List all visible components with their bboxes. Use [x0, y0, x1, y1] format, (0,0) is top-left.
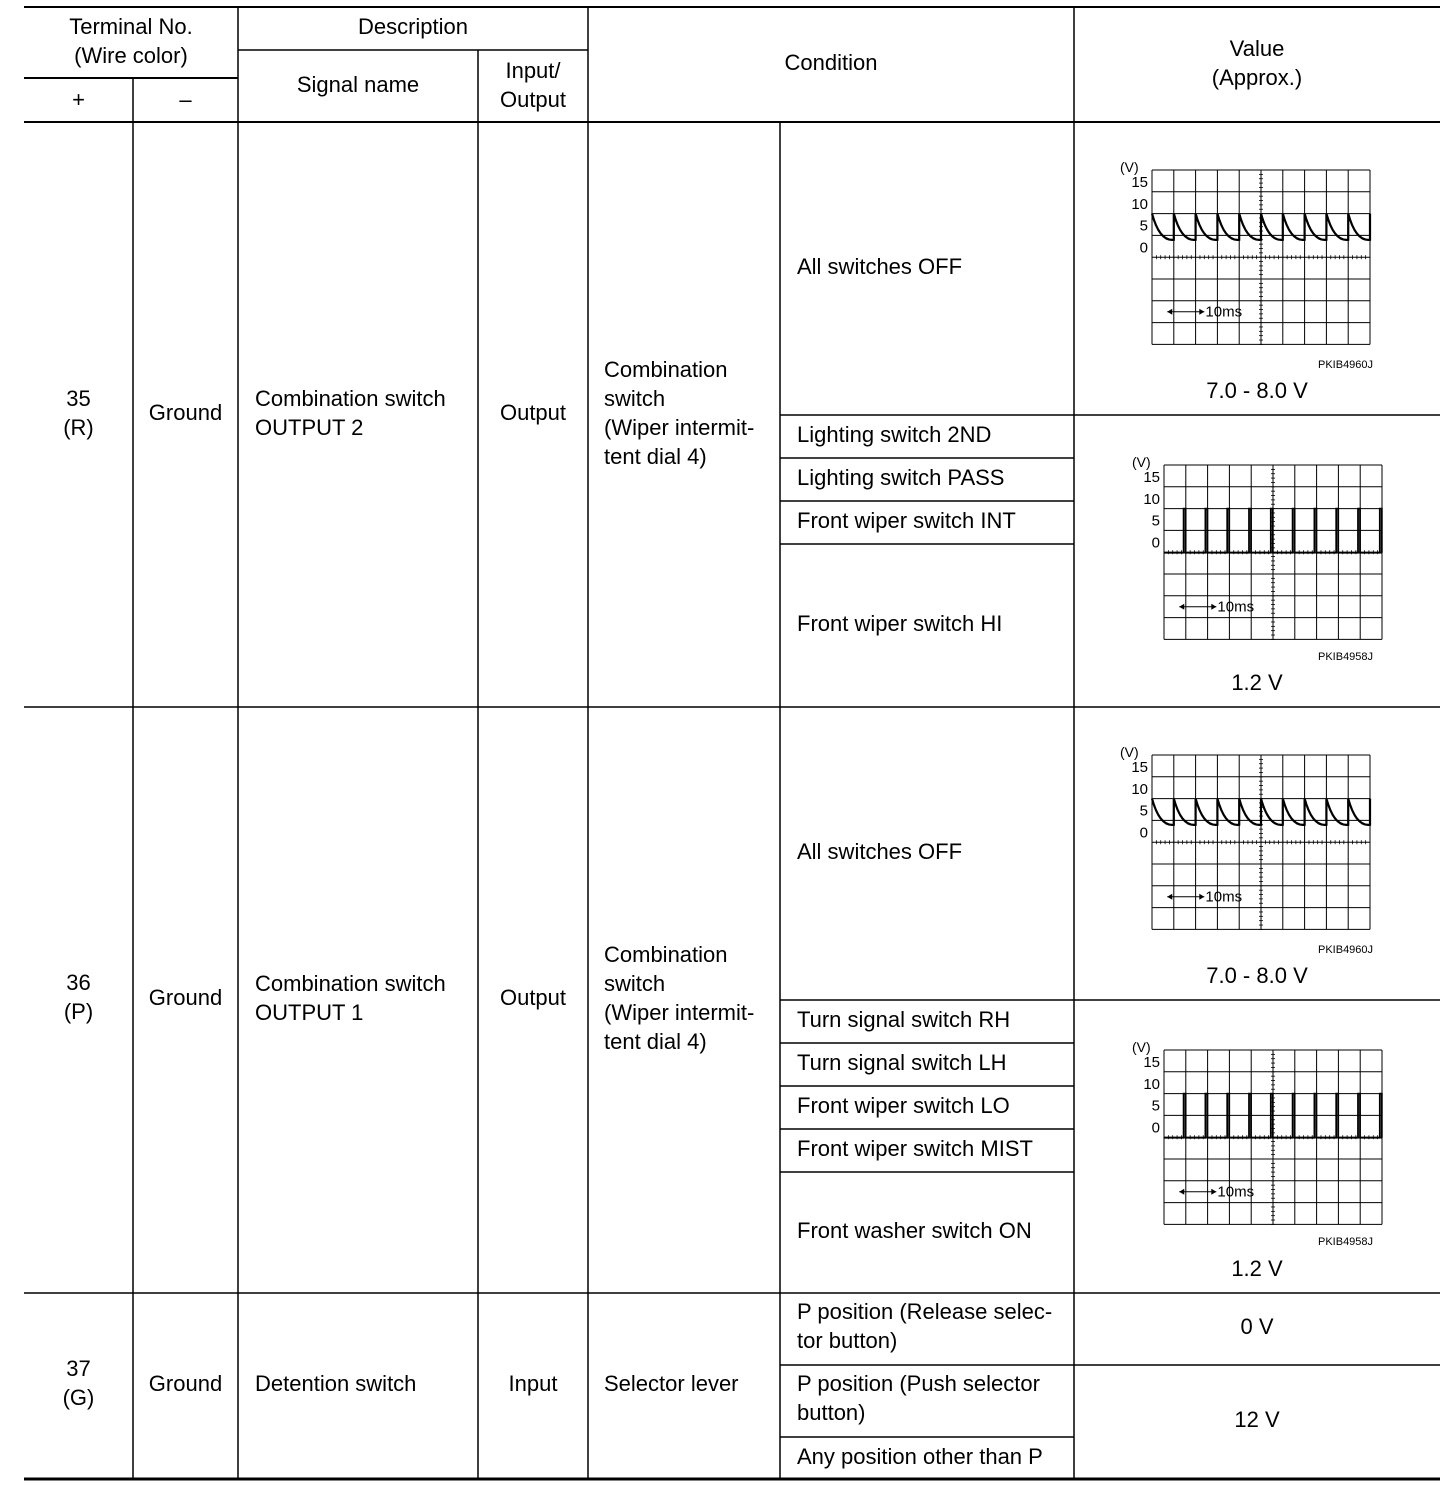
row37-value-1: 0 V	[1240, 1314, 1274, 1339]
scope-time-arrowhead	[1211, 1189, 1216, 1195]
row35-wire-color: (R)	[63, 415, 94, 440]
header-minus: –	[179, 87, 192, 112]
scope-unit-label: (V)	[1120, 744, 1139, 760]
scope-y-tick-label: 10	[1131, 780, 1148, 798]
scope-time-arrowhead	[1167, 894, 1172, 900]
scope-waveform	[1152, 799, 1370, 825]
row37-sub-other: Any position other than P	[797, 1444, 1043, 1469]
header-input-output-1: Input/	[505, 58, 561, 83]
scope-y-tick-label: 5	[1151, 512, 1160, 530]
oscilloscope-graphic	[1110, 155, 1410, 355]
row36-value-1: 7.0 - 8.0 V	[1206, 963, 1308, 988]
scope-time-label: 10ms	[1205, 888, 1243, 906]
row36-condition-2: switch	[604, 971, 666, 996]
oscilloscope-trace	[1122, 450, 1422, 650]
scope-y-tick-label: 10	[1143, 1075, 1160, 1093]
row37-terminal: 37	[66, 1356, 91, 1381]
row37-sub-p-release-1: P position (Release selec-	[797, 1299, 1053, 1324]
oscilloscope-graphic	[1110, 740, 1410, 940]
row36-signal-name-2: OUTPUT 1	[255, 1000, 364, 1025]
row35-signal-name-2: OUTPUT 2	[255, 415, 364, 440]
row35-value-2: 1.2 V	[1231, 670, 1283, 695]
row36-condition-4: tent dial 4)	[604, 1029, 707, 1054]
row36-sub-turn-lh: Turn signal switch LH	[797, 1050, 1007, 1075]
scope-time-label: 10ms	[1217, 598, 1255, 616]
row35-condition-2: switch	[604, 386, 666, 411]
row35-condition-1: Combination	[604, 357, 728, 382]
row37-value-2: 12 V	[1234, 1407, 1280, 1432]
scope-id-label: PKIB4960J	[1318, 944, 1374, 956]
row36-condition-3: (Wiper intermit-	[604, 1000, 755, 1025]
row36-minus: Ground	[148, 985, 223, 1010]
scope-y-tick-label: 10	[1143, 490, 1160, 508]
scope-time-arrowhead	[1179, 1189, 1184, 1195]
scope-time-arrowhead	[1167, 309, 1172, 315]
row37-signal-name: Detention switch	[255, 1371, 417, 1396]
scope-y-tick-label: 15	[1131, 758, 1148, 776]
header-value-1: Value	[1229, 36, 1285, 61]
row35-sub-wiper-int: Front wiper switch INT	[797, 508, 1016, 533]
oscilloscope-trace	[1122, 1035, 1422, 1235]
header-signal-name: Signal name	[296, 72, 420, 97]
scope-y-tick-label: 5	[1139, 802, 1148, 820]
row37-minus: Ground	[148, 1371, 223, 1396]
row36-wire-color: (P)	[63, 999, 94, 1024]
row35-sub-lighting-2nd: Lighting switch 2ND	[797, 422, 992, 447]
scope-unit-label: (V)	[1132, 454, 1151, 470]
row36-value-2: 1.2 V	[1231, 1256, 1283, 1281]
scope-time-arrowhead	[1199, 309, 1204, 315]
header-terminal-no: Terminal No.	[69, 14, 193, 39]
row35-value-1: 7.0 - 8.0 V	[1206, 378, 1308, 403]
row35-condition-3: (Wiper intermit-	[604, 415, 755, 440]
row36-sub-wiper-lo: Front wiper switch LO	[797, 1093, 1010, 1118]
scope-time-arrowhead	[1199, 894, 1204, 900]
scope-y-tick-label: 15	[1143, 468, 1160, 486]
row35-terminal: 35	[66, 386, 91, 411]
row36-sub-washer-on: Front washer switch ON	[797, 1218, 1032, 1243]
row36-io: Output	[499, 985, 567, 1010]
row36-sub-all-off: All switches OFF	[797, 839, 963, 864]
oscilloscope-trace	[1110, 155, 1410, 355]
row35-minus: Ground	[148, 400, 223, 425]
row35-sub-wiper-hi: Front wiper switch HI	[797, 611, 1003, 636]
scope-y-tick-label: 0	[1139, 824, 1148, 842]
row37-sub-p-push-1: P position (Push selector	[797, 1371, 1040, 1396]
scope-time-arrowhead	[1179, 604, 1184, 610]
row36-sub-turn-rh: Turn signal switch RH	[797, 1007, 1011, 1032]
scope-y-tick-label: 15	[1143, 1053, 1160, 1071]
scope-time-arrowhead	[1211, 604, 1216, 610]
scope-y-tick-label: 15	[1131, 173, 1148, 191]
header-plus: +	[72, 87, 85, 112]
scope-unit-label: (V)	[1120, 159, 1139, 175]
row36-sub-wiper-mist: Front wiper switch MIST	[797, 1136, 1033, 1161]
scope-unit-label: (V)	[1132, 1039, 1151, 1055]
scope-id-label: PKIB4960J	[1318, 359, 1374, 371]
header-condition: Condition	[784, 50, 878, 75]
scope-waveform	[1152, 214, 1370, 240]
scope-id-label: PKIB4958J	[1318, 1236, 1374, 1248]
scope-id-label: PKIB4958J	[1318, 651, 1374, 663]
row35-sub-lighting-pass: Lighting switch PASS	[797, 465, 1005, 490]
row36-terminal: 36	[66, 970, 91, 995]
header-description: Description	[357, 14, 469, 39]
scope-y-tick-label: 0	[1151, 1119, 1160, 1137]
scope-y-tick-label: 5	[1151, 1097, 1160, 1115]
header-wire-color: (Wire color)	[74, 43, 188, 68]
row36-signal-name-1: Combination switch	[255, 971, 446, 996]
row35-signal-name-1: Combination switch	[255, 386, 446, 411]
row37-io: Input	[508, 1371, 558, 1396]
scope-y-tick-label: 0	[1139, 239, 1148, 257]
scope-time-label: 10ms	[1205, 303, 1243, 321]
oscilloscope-graphic	[1122, 1035, 1422, 1235]
header-value-2: (Approx.)	[1211, 65, 1303, 90]
row35-io: Output	[499, 400, 567, 425]
scope-y-tick-label: 5	[1139, 217, 1148, 235]
row37-sub-p-push-2: button)	[797, 1400, 866, 1425]
header-input-output-2: Output	[499, 87, 567, 112]
row37-sub-p-release-2: tor button)	[797, 1328, 898, 1353]
oscilloscope-graphic	[1122, 450, 1422, 650]
scope-y-tick-label: 0	[1151, 534, 1160, 552]
oscilloscope-trace	[1110, 740, 1410, 940]
row35-sub-all-off: All switches OFF	[797, 254, 963, 279]
row35-condition-4: tent dial 4)	[604, 444, 707, 469]
row37-condition: Selector lever	[604, 1371, 739, 1396]
scope-time-label: 10ms	[1217, 1183, 1255, 1201]
row37-wire-color: (G)	[62, 1385, 95, 1410]
scope-y-tick-label: 10	[1131, 195, 1148, 213]
row36-condition-1: Combination	[604, 942, 728, 967]
